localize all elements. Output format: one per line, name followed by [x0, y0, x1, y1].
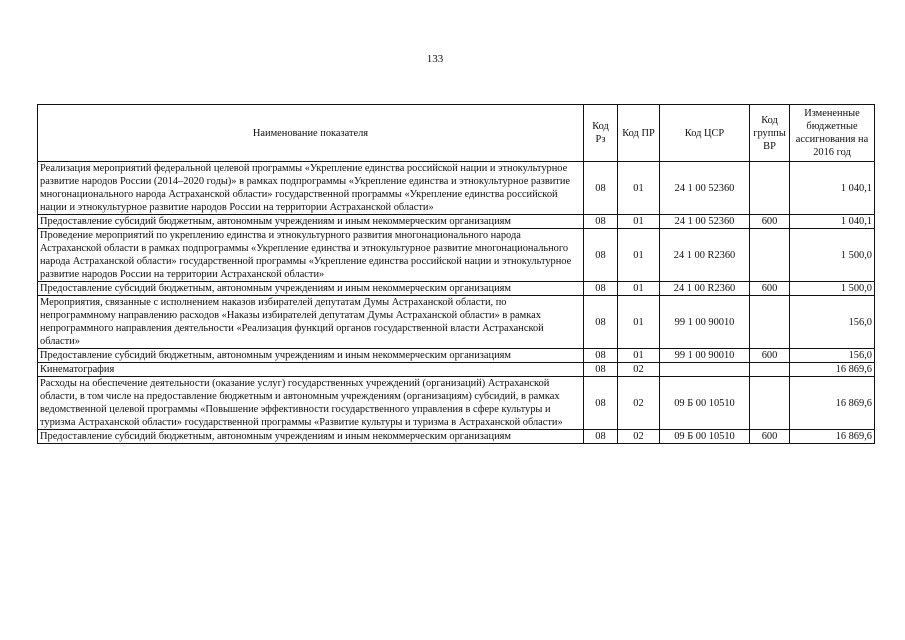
- row-amount: 1 040,1: [790, 215, 875, 229]
- row-vr: [750, 229, 790, 282]
- row-name: Реализация мероприятий федеральной целевой программы «Укрепление единства российской нации и этнокультурное развитие народов России (2014–2020 годы)» в рамках подпрограммы «Укрепление единства и этнокультурное развитие многонационального народа Астраханской области» государственной программы «Укрепление единства российской нации и этнокультурное развитие народов России на территории Астраханской области»: [38, 162, 584, 215]
- row-rz: 08: [584, 296, 618, 349]
- row-csr: 09 Б 00 10510: [660, 430, 750, 444]
- table-row: [38, 229, 875, 282]
- row-amount: 156,0: [790, 349, 875, 363]
- row-amount: 16 869,6: [790, 430, 875, 444]
- table-row: [38, 430, 875, 444]
- header-csr: Код ЦСР: [660, 105, 750, 162]
- row-name: Предоставление субсидий бюджетным, автономным учреждениям и иным некоммерческим организациям: [38, 430, 584, 444]
- row-csr: 09 Б 00 10510: [660, 377, 750, 430]
- budget-table: [37, 104, 875, 444]
- row-amount: 1 500,0: [790, 282, 875, 296]
- row-name: Предоставление субсидий бюджетным, автономным учреждениям и иным некоммерческим организациям: [38, 282, 584, 296]
- row-csr: 24 1 00 R2360: [660, 229, 750, 282]
- table-row: [38, 162, 875, 215]
- row-rz: 08: [584, 349, 618, 363]
- row-pr: 01: [618, 162, 660, 215]
- row-vr: 600: [750, 282, 790, 296]
- row-csr: 24 1 00 R2360: [660, 282, 750, 296]
- row-vr: 600: [750, 349, 790, 363]
- row-rz: 08: [584, 282, 618, 296]
- row-rz: 08: [584, 162, 618, 215]
- row-rz: 08: [584, 215, 618, 229]
- row-csr: 24 1 00 52360: [660, 162, 750, 215]
- row-vr: 600: [750, 430, 790, 444]
- row-pr: 01: [618, 296, 660, 349]
- row-name: Мероприятия, связанные с исполнением наказов избирателей депутатам Думы Астраханской области, по непрограммному направлению расходов «Наказы избирателей депутатам Думы Астраханской области» в рамках непрограммного направления деятельности «Реализация функций органов государственной власти Астраханской области»: [38, 296, 584, 349]
- row-name: Расходы на обеспечение деятельности (оказание услуг) государственных учреждений (организаций) Астраханской области, в том числе на предоставление бюджетным и автономным учреждениям (организациям) субсидий, в рамках ведомственной целевой программы «Повышение эффективности государственного управления в сфере культуры и туризма Астраханской области» государственной программы «Развитие культуры и туризма в Астраханской области»: [38, 377, 584, 430]
- row-name: Предоставление субсидий бюджетным, автономным учреждениям и иным некоммерческим организациям: [38, 215, 584, 229]
- table-row: [38, 296, 875, 349]
- table-row: [38, 377, 875, 430]
- row-rz: 08: [584, 363, 618, 377]
- row-vr: [750, 377, 790, 430]
- row-pr: 02: [618, 377, 660, 430]
- table-row: [38, 282, 875, 296]
- row-amount: 16 869,6: [790, 377, 875, 430]
- row-name: Предоставление субсидий бюджетным, автономным учреждениям и иным некоммерческим организациям: [38, 349, 584, 363]
- row-pr: 01: [618, 229, 660, 282]
- row-vr: [750, 296, 790, 349]
- row-amount: 1 040,1: [790, 162, 875, 215]
- row-pr: 01: [618, 215, 660, 229]
- header-rz: Код Рз: [584, 105, 618, 162]
- row-rz: 08: [584, 430, 618, 444]
- row-pr: 01: [618, 349, 660, 363]
- table-row: [38, 363, 875, 377]
- table-row: [38, 349, 875, 363]
- row-rz: 08: [584, 377, 618, 430]
- row-rz: 08: [584, 229, 618, 282]
- row-name: Кинематография: [38, 363, 584, 377]
- page-number: 133: [426, 53, 444, 65]
- row-pr: 02: [618, 363, 660, 377]
- row-pr: 02: [618, 430, 660, 444]
- row-name: Проведение мероприятий по укреплению единства и этнокультурного развития многонационального народа Астраханской области в рамках подпрограммы «Укрепление единства и этнокультурное развитие многонационального народа Астраханской области» государственной программы «Укрепление единства российской нации и этнокультурное развитие народов России на территории Астраханской области»: [38, 229, 584, 282]
- header-pr: Код ПР: [618, 105, 660, 162]
- row-csr: [660, 363, 750, 377]
- row-vr: 600: [750, 215, 790, 229]
- header-vr: Код группы ВР: [750, 105, 790, 162]
- row-csr: 99 1 00 90010: [660, 296, 750, 349]
- header-name: Наименование показателя: [38, 105, 584, 162]
- row-csr: 24 1 00 52360: [660, 215, 750, 229]
- row-vr: [750, 363, 790, 377]
- table-row: [38, 215, 875, 229]
- row-amount: 16 869,6: [790, 363, 875, 377]
- row-pr: 01: [618, 282, 660, 296]
- row-amount: 1 500,0: [790, 229, 875, 282]
- row-csr: 99 1 00 90010: [660, 349, 750, 363]
- header-amount: Измененные бюджетные ассигнования на 2016 год: [790, 105, 875, 162]
- row-vr: [750, 162, 790, 215]
- row-amount: 156,0: [790, 296, 875, 349]
- header-row: [38, 105, 875, 162]
